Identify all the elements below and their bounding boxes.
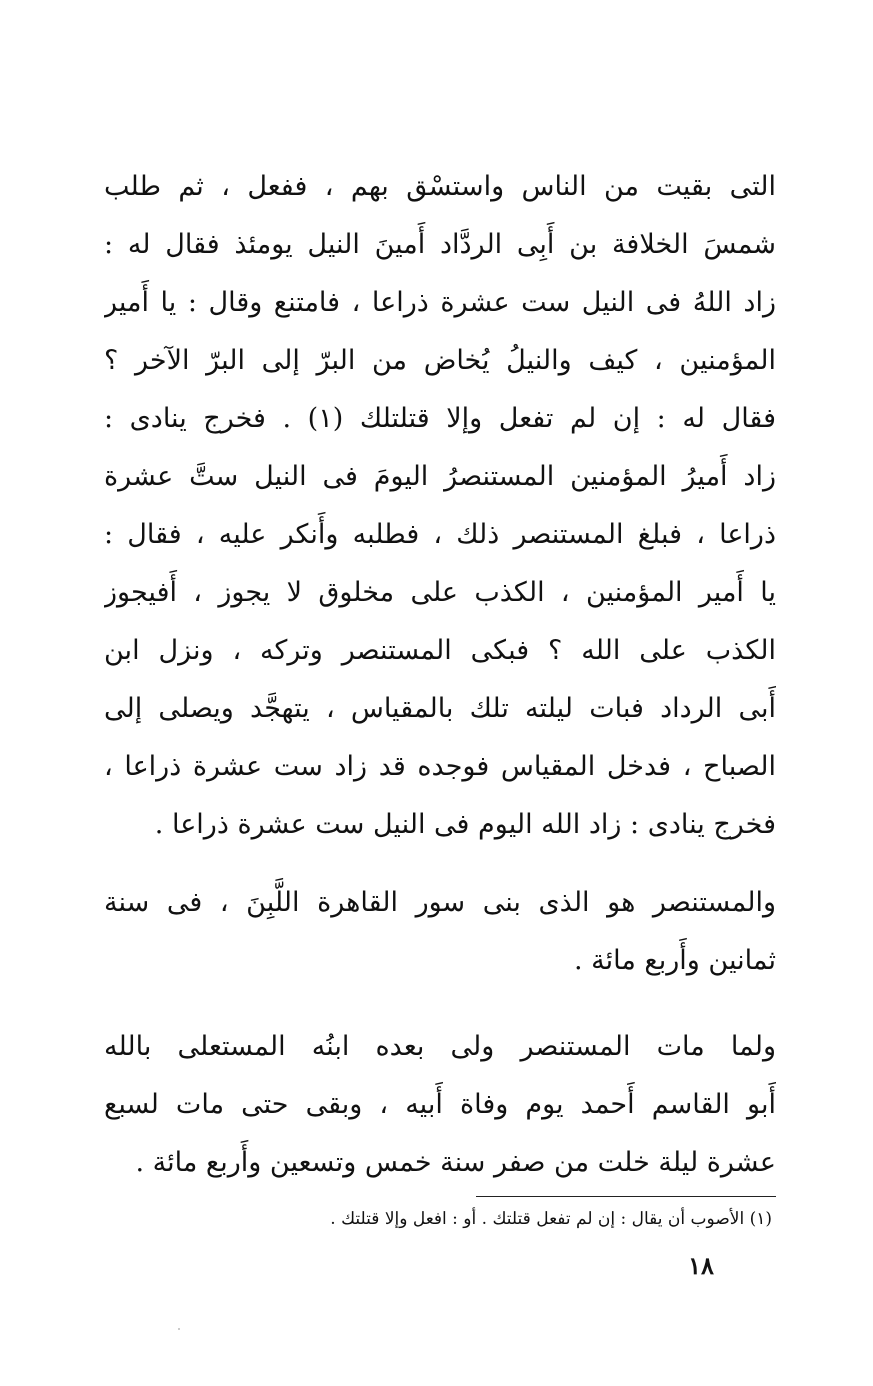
footnote: (١) الأصوب أن يقال : إن لم تفعل قتلتك . أو : افعل وإلا قتلتك . bbox=[330, 1209, 772, 1229]
text-line: والمستنصر هو الذى بنى سور القاهرة اللَّبِنَ ، فى سنة bbox=[104, 887, 776, 918]
text-line: فقال له : إن لم تفعل وإلا قتلتلك (١) . فخرج ينادى : bbox=[104, 403, 776, 434]
text-line: الكذب على الله ؟ فبكى المستنصر وتركه ، ونزل ابن bbox=[104, 635, 776, 666]
text-line: أَبى الرداد فبات ليلته تلك بالمقياس ، يتهجَّد ويصلى إلى bbox=[104, 693, 776, 724]
text-line: الصباح ، فدخل المقياس فوجده قد زاد ست عشرة ذراعا ، bbox=[104, 751, 776, 782]
text-line: زاد أَميرُ المؤمنين المستنصرُ اليومَ فى النيل ستَّ عشرة bbox=[104, 461, 776, 492]
scan-speck bbox=[178, 1328, 180, 1330]
text-line: ولما مات المستنصر ولى بعده ابنُه المستعلى بالله bbox=[104, 1031, 776, 1062]
text-line: أَبو القاسم أَحمد يوم وفاة أَبيه ، وبقى حتى مات لسبع bbox=[104, 1089, 776, 1120]
paragraph-1 bbox=[104, 158, 776, 854]
text-line: شمسَ الخلافة بن أَبِى الردَّاد أَمينَ النيل يومئذ فقال له : bbox=[104, 229, 776, 260]
page-number: ١٨ bbox=[688, 1251, 714, 1280]
footnote-divider bbox=[476, 1196, 776, 1197]
text-line: ذراعا ، فبلغ المستنصر ذلك ، فطلبه وأَنكر عليه ، فقال : bbox=[104, 519, 776, 550]
text-line: ثمانين وأَربع مائة . bbox=[573, 945, 776, 976]
text-line: فخرج ينادى : زاد الله اليوم فى النيل ست عشرة ذراعا . bbox=[154, 809, 776, 840]
text-line: عشرة ليلة خلت من صفر سنة خمس وتسعين وأَربع مائة . bbox=[135, 1147, 776, 1178]
text-line: التى بقيت من الناس واستسْق بهم ، ففعل ، ثم طلب bbox=[104, 171, 776, 202]
paragraph-2 bbox=[104, 874, 776, 990]
paragraph-3 bbox=[104, 1018, 776, 1192]
text-line: زاد اللهُ فى النيل ست عشرة ذراعا ، فامتنع وقال : يا أَمير bbox=[104, 287, 776, 318]
text-line: يا أَمير المؤمنين ، الكذب على مخلوق لا يجوز ، أَفيجوز bbox=[104, 577, 776, 608]
text-line: المؤمنين ، كيف والنيلُ يُخاض من البرّ إلى البرّ الآخر ؟ bbox=[104, 345, 776, 376]
